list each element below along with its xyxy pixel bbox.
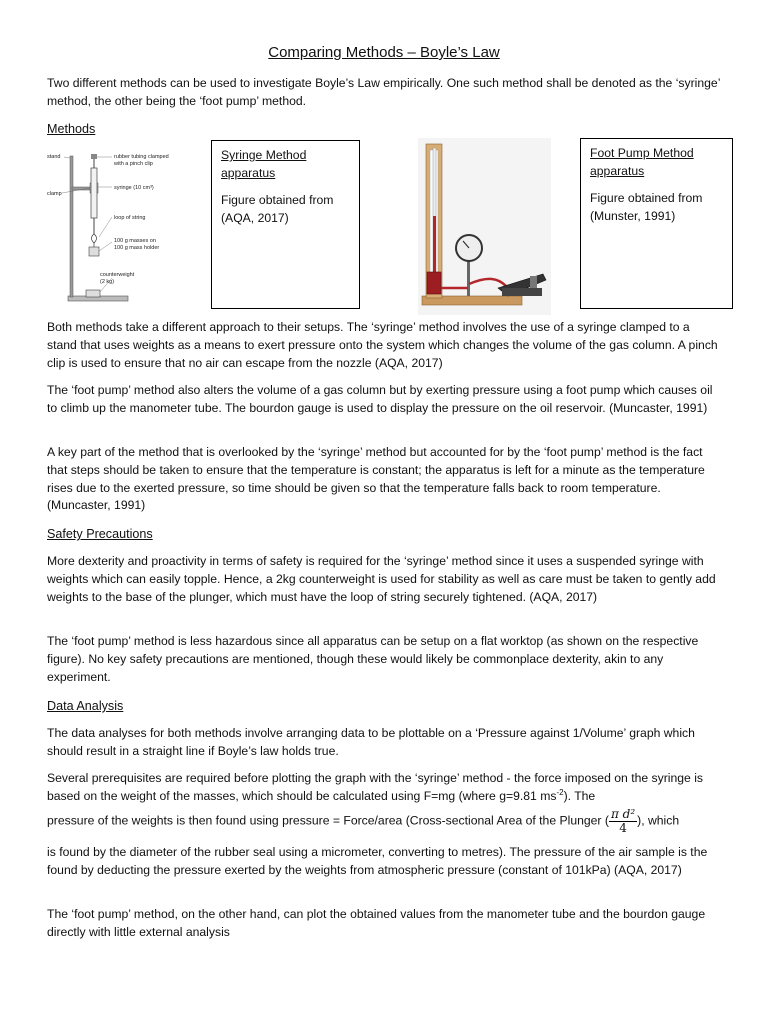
paragraph-setup <box>47 319 722 372</box>
gauge-stem <box>467 260 470 296</box>
paragraph-setup-text: Both methods take a different approach to their setups. The ‘syringe’ method involves the use of a syringe clamped to a stand that uses weights as a means to exert pressure onto the system which changes the volume of the gas column. A pinch clip is used to ensure that no air can escape from the nozzle (AQA, 2017) <box>47 320 718 370</box>
syringe-apparatus-figure <box>46 146 196 308</box>
paragraph-temperature <box>47 444 722 515</box>
foot-pump-cylinder <box>530 276 537 288</box>
label-loop: loop of string <box>114 215 146 221</box>
oil-reservoir <box>427 272 441 294</box>
paragraph-foot-pump-text: The ‘foot pump’ method also alters the volume of a gas column but by exerting pressure using a foot pump which causes oil to climb up the manometer tube. The bourdon gauge is used to display the pressure on the oil reservoir. (Muncaster, 1991) <box>47 383 713 415</box>
safety-heading: Safety Precautions <box>47 527 153 541</box>
paragraph-data-analysis <box>47 725 722 761</box>
data-analysis-heading: Data Analysis <box>47 699 124 713</box>
stand-rod <box>70 156 73 297</box>
paragraph-foot-pump-analysis <box>47 906 722 942</box>
paragraph-syringe-analysis-line1: Several prerequisites are required before plotting the graph with the ‘syringe’ method - the force imposed on the syringe is based on the weight of the masses, which should be calculated using F=mg (where g=9.81 $ms^{-2}$). The <box>47 771 704 803</box>
label-masses-1: 100 g masses on <box>114 238 156 244</box>
syringe-caption-line2: apparatus <box>221 165 276 180</box>
label-masses-2: 100 g mass holder <box>114 245 160 251</box>
pinch-clip-shape <box>91 154 97 159</box>
counterweight-shape <box>86 290 100 297</box>
label-counterweight-2: (2 kg) <box>100 279 115 285</box>
label-rubber-tubing: rubber tubing clamped <box>114 154 169 160</box>
intro-text: Two different methods can be used to investigate Boyle’s Law empirically. One such method shall be denoted as the ‘syringe’ method, the other being the ‘foot pump’ method. <box>47 76 720 108</box>
paragraph-syringe-analysis <box>47 770 722 806</box>
foot-pump-apparatus-figure <box>418 138 551 315</box>
syringe-caption-box <box>211 140 360 309</box>
paragraph-safety-foot-pump-text: The ‘foot pump’ method is less hazardous since all apparatus can be setup on a flat worktop (as shown on the respective figure). No key safety precautions are mentioned, though these would likely be commonplace dexterity, akin to any experiment. <box>47 634 699 684</box>
paragraph-syringe-formula-line: pressure of the weights is then found using pressure = Force/area (Cross-sectional Area of the Plunger ( $\frac{\text{π d²}}{4}$ ), which <box>47 807 680 835</box>
foot-pump-body <box>502 288 542 296</box>
label-pinch-clip: with a pinch clip <box>114 161 153 167</box>
syringe-source-line1: Figure obtained from <box>221 193 334 207</box>
label-clamp: clamp <box>47 191 62 197</box>
paragraph-syringe-analysis-rest-text: is found by the diameter of the rubber seal using a micrometer, converting to metres). The pressure of the air sample is the found by deducting the pressure exerted by the weights from atmospheric pressure (constant of 101kPa) (AQA, 2017) <box>47 845 708 877</box>
page-title: Comparing Methods – Boyle’s Law <box>268 44 500 61</box>
paragraph-temperature-text: A key part of the method that is overlooked by the ‘syringe’ method but accounted for by the ‘foot pump’ method is the fact that steps should be taken to ensure that the temperature is constant; the apparatus is left for a minute as the temperature rises due to the exerted pressure, so time should be given so that the temperature falls back to room temperature. (Muncaster, 1991) <box>47 445 705 513</box>
foot-pump-caption-line2: apparatus <box>590 163 645 178</box>
paragraph-foot-pump <box>47 382 722 418</box>
area-formula-fraction: $\frac{\text{π d²}}{4}$ <box>610 807 636 835</box>
label-counterweight-1: counterweight <box>100 272 135 278</box>
paragraph-safety-foot-pump <box>47 633 722 686</box>
paragraph-foot-pump-analysis-text: The ‘foot pump’ method, on the other hand, can plot the obtained values from the manometer tube and the bourdon gauge directly with little external analysis <box>47 907 706 939</box>
label-syringe: syringe (10 cm³) <box>114 185 154 191</box>
masses-shape <box>89 247 99 256</box>
label-stand: stand <box>47 154 61 160</box>
syringe-source-line2: (AQA, 2017) <box>221 210 289 225</box>
intro-paragraph <box>47 75 722 111</box>
foot-pump-source-line1: Figure obtained from <box>590 191 703 205</box>
foot-pump-source-line2: (Munster, 1991) <box>590 208 676 223</box>
paragraph-data-analysis-text: The data analyses for both methods involve arranging data to be plottable on a ‘Pressure against 1/Volume’ graph which should result in a straight line if Boyle’s law holds true. <box>47 726 695 758</box>
syringe-barrel <box>91 168 97 218</box>
syringe-caption-line1: Syringe Method <box>221 148 307 162</box>
paragraph-safety-syringe <box>47 553 722 606</box>
methods-heading: Methods <box>47 122 96 136</box>
paragraph-syringe-analysis-rest <box>47 844 722 880</box>
foot-pump-caption-box <box>580 138 733 309</box>
paragraph-safety-syringe-text: More dexterity and proactivity in terms of safety is required for the ‘syringe’ method since it uses a suspended syringe with weights which can easily topple. Hence, a 2kg counterweight is used for stability as well as care must be taken to gently add weights to the base of the plunger, which must have the loop of string securely tightened. (AQA, 2017) <box>47 554 716 604</box>
foot-pump-caption-line1: Foot Pump Method <box>590 146 694 160</box>
